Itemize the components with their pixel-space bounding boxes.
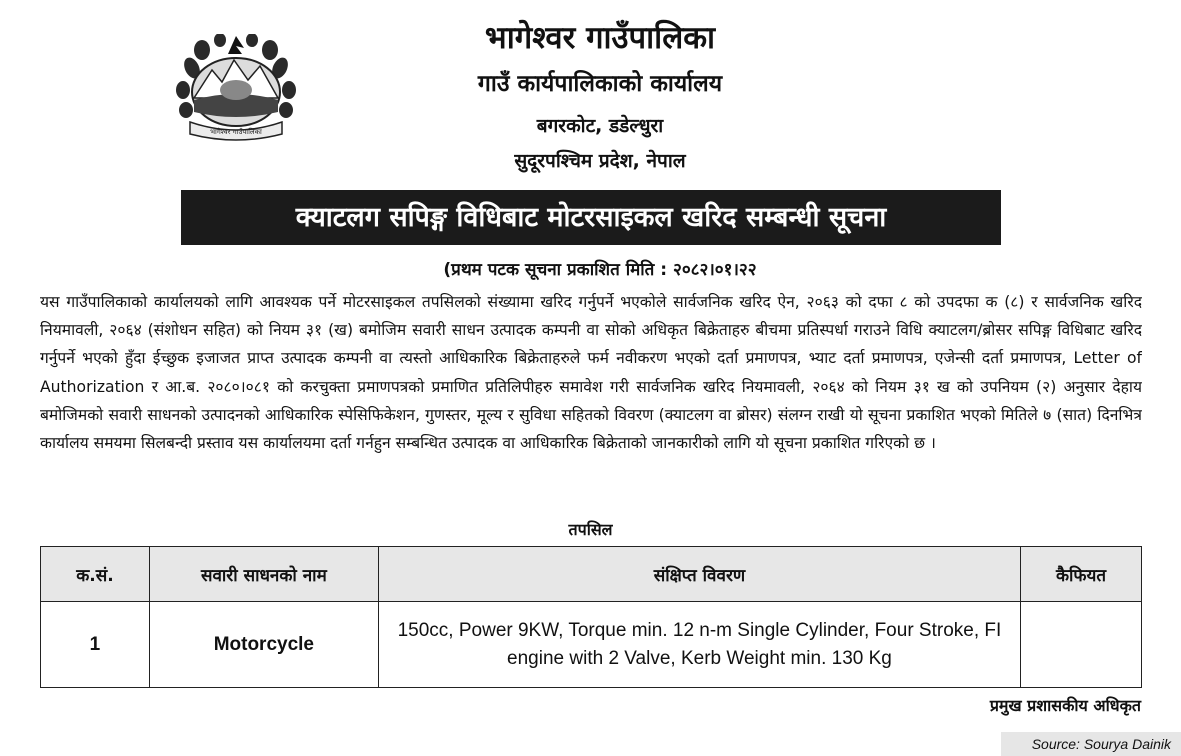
header-vehicle-name: सवारी साधनको नाम — [149, 547, 378, 602]
source-credit: Source: Sourya Dainik — [1001, 732, 1181, 756]
header-remarks: कैफियत — [1021, 547, 1142, 602]
office-name: गाउँ कार्यपालिकाको कार्यालय — [477, 71, 723, 97]
schedule-heading: तपसिल — [568, 520, 613, 539]
cell-description: 150cc, Power 9KW, Torque min. 12 n-m Single Cylinder, Four Stroke, FI engine with 2 Valve, Kerb Weight min. 130 Kg — [378, 602, 1020, 688]
cell-vehicle-name: Motorcycle — [149, 602, 378, 688]
publish-date: (प्रथम पटक सूचना प्रकाशित मिति : २०८२।०१।२२ — [443, 260, 757, 280]
emblem-ribbon-text: भागेश्वर गाउँपालिका — [210, 128, 262, 136]
table-row — [41, 602, 1142, 688]
items-table — [40, 546, 1142, 688]
signatory-title: प्रमुख प्रशासकीय अधिकृत — [989, 696, 1141, 715]
header-description: संक्षिप्त विवरण — [378, 547, 1020, 602]
municipality-emblem — [170, 34, 302, 142]
cell-serial: 1 — [41, 602, 150, 688]
notice-title: क्याटलग सपिङ्ग विधिबाट मोटरसाइकल खरिद सम्बन्धी सूचना — [181, 190, 1001, 245]
office-location: बगरकोट, डडेल्धुरा — [536, 115, 664, 137]
province-name: सुदूरपश्चिम प्रदेश, नेपाल — [514, 150, 686, 172]
header-serial: क.सं. — [41, 547, 150, 602]
municipality-name: भागेश्वर गाउँपालिका — [484, 20, 716, 56]
cell-remarks — [1021, 602, 1142, 688]
notice-body: यस गाउँपालिकाको कार्यालयको लागि आवश्यक पर्ने मोटरसाइकल तपसिलको संख्यामा खरिद गर्नुपर्ने भएकोले सार्वजनिक खरिद ऐन, २०६३ को दफा ८ को उपदफा क (८) र सार्वजनिक खरिद नियमावली, २०६४ (संशोधन सहित) को नियम ३१ (ख) बमोजिम सवारी साधन उत्पादक कम्पनी वा सोको अधिकृत बिक्रेताहरु बीचमा प्रतिस्पर्धा गराउने विधि क्याटलग/ब्रोसर सपिङ्ग विधिबाट खरिद गर्नुपर्ने भएको हुँदा ईच्छुक इजाजत प्राप्त उत्पादक कम्पनी वा त्यस्तो आधिकारिक बिक्रेताहरुले फर्म नवीकरण भएको दर्ता प्रमाणपत्र, भ्याट दर्ता प्रमाणपत्र, एजेन्सी दर्ता प्रमाणपत्र, Letter of Authorization र आ.ब. २०८०।०८१ को करचुक्ता प्रमाणपत्रको प्रमाणित प्रतिलिपीहरु समावेश गरी सार्वजनिक खरिद नियमावली, २०६४ को नियम ३१ ख को उपनियम (२) अनुसार देहाय बमोजिमको सवारी साधनको उत्पादनको आधिकारिक स्पेसिफिकेशन, गुणस्तर, मूल्य र सुविधा सहितको विवरण (क्याटलग वा ब्रोसर) संलग्न राखी यो सूचना प्रकाशित भएको मितिले ७ (सात) दिनभित्र कार्यालय समयमा सिलबन्दी प्रस्ताव यस कार्यालयमा दर्ता गर्नहुन सम्बन्धित उत्पादक वा आधिकारिक बिक्रेताको जानकारीको लागि यो सूचना प्रकाशित गरिएको छ । — [40, 293, 1142, 453]
table-header-row — [41, 547, 1142, 602]
